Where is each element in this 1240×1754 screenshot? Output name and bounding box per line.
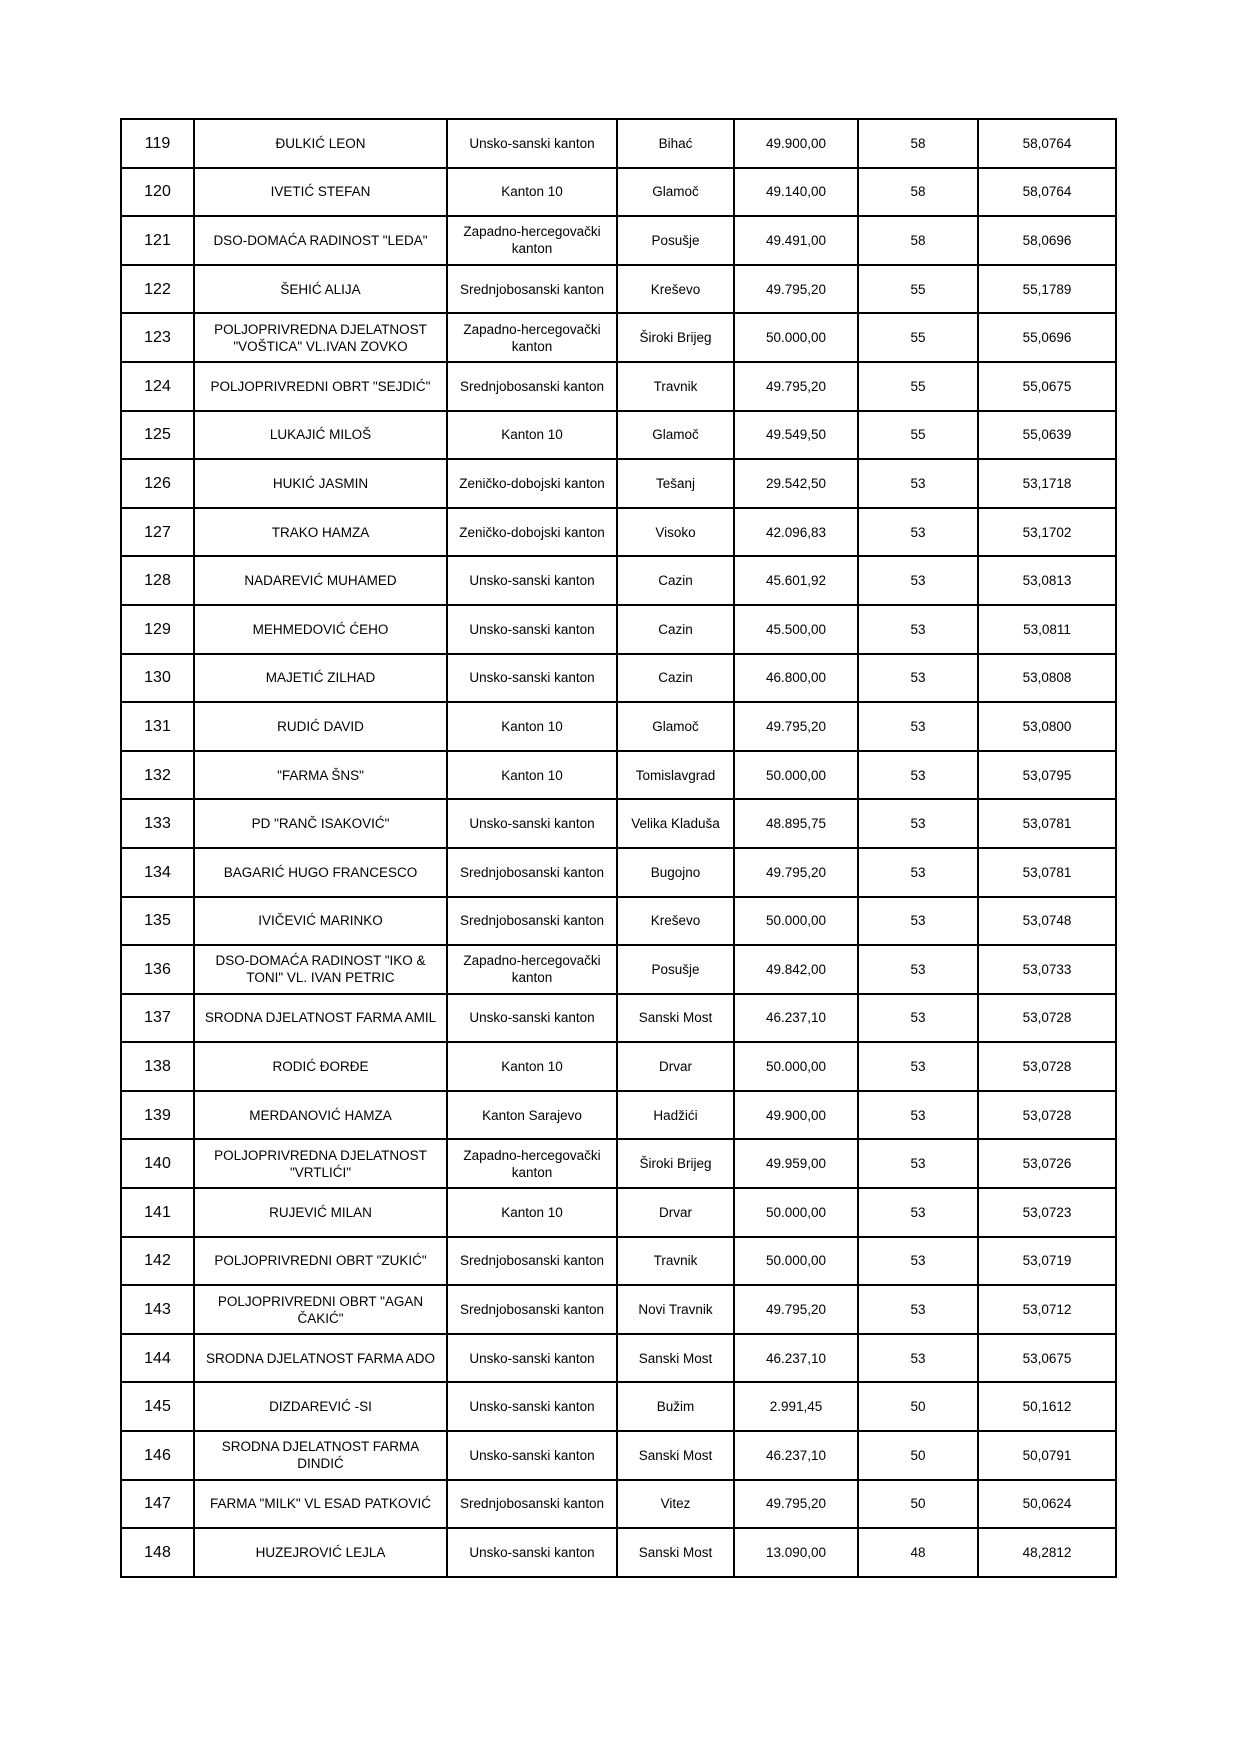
canton-cell: Zeničko-dobojski kanton (447, 459, 617, 508)
total-score-cell: 53,0723 (978, 1188, 1116, 1237)
municipality-cell: Cazin (617, 605, 734, 654)
row-number-cell: 147 (121, 1480, 194, 1529)
applicant-name-cell: POLJOPRIVREDNI OBRT "SEJDIĆ" (194, 362, 447, 411)
amount-cell: 49.491,00 (734, 216, 858, 265)
applicant-name-cell: MAJETIĆ ZILHAD (194, 654, 447, 703)
canton-cell: Unsko-sanski kanton (447, 119, 617, 168)
applicant-name-cell: LUKAJIĆ MILOŠ (194, 411, 447, 460)
municipality-cell: Cazin (617, 654, 734, 703)
canton-cell: Srednjobosanski kanton (447, 1480, 617, 1529)
points-cell: 50 (858, 1480, 978, 1529)
total-score-cell: 53,0712 (978, 1285, 1116, 1334)
row-number-cell: 120 (121, 168, 194, 217)
row-number-cell: 121 (121, 216, 194, 265)
applicant-name-cell: DIZDAREVIĆ -SI (194, 1382, 447, 1431)
points-cell: 53 (858, 897, 978, 946)
applicant-name-cell: BAGARIĆ HUGO FRANCESCO (194, 848, 447, 897)
canton-cell: Srednjobosanski kanton (447, 848, 617, 897)
points-cell: 53 (858, 848, 978, 897)
canton-cell: Zapadno-hercegovački kanton (447, 945, 617, 994)
municipality-cell: Kreševo (617, 897, 734, 946)
table-row (121, 1528, 1116, 1577)
canton-cell: Zapadno-hercegovački kanton (447, 216, 617, 265)
table-row (121, 459, 1116, 508)
row-number-cell: 131 (121, 702, 194, 751)
applicant-name-cell: ŠEHIĆ ALIJA (194, 265, 447, 314)
municipality-cell: Tomislavgrad (617, 751, 734, 800)
row-number-cell: 136 (121, 945, 194, 994)
canton-cell: Kanton 10 (447, 702, 617, 751)
row-number-cell: 125 (121, 411, 194, 460)
total-score-cell: 53,0748 (978, 897, 1116, 946)
row-number-cell: 123 (121, 313, 194, 362)
canton-cell: Srednjobosanski kanton (447, 362, 617, 411)
total-score-cell: 53,0781 (978, 799, 1116, 848)
beneficiary-table (120, 118, 1117, 1578)
canton-cell: Srednjobosanski kanton (447, 897, 617, 946)
table-row (121, 654, 1116, 703)
municipality-cell: Sanski Most (617, 1431, 734, 1480)
total-score-cell: 53,0675 (978, 1334, 1116, 1383)
canton-cell: Unsko-sanski kanton (447, 556, 617, 605)
table-row (121, 119, 1116, 168)
amount-cell: 42.096,83 (734, 508, 858, 557)
table-row (121, 168, 1116, 217)
municipality-cell: Travnik (617, 1237, 734, 1286)
total-score-cell: 53,1718 (978, 459, 1116, 508)
points-cell: 53 (858, 1285, 978, 1334)
points-cell: 53 (858, 799, 978, 848)
points-cell: 53 (858, 1237, 978, 1286)
applicant-name-cell: POLJOPRIVREDNA DJELATNOST "VRTLIĆI" (194, 1139, 447, 1188)
table-row (121, 362, 1116, 411)
points-cell: 53 (858, 1091, 978, 1140)
canton-cell: Srednjobosanski kanton (447, 1285, 617, 1334)
table-row (121, 411, 1116, 460)
applicant-name-cell: TRAKO HAMZA (194, 508, 447, 557)
row-number-cell: 141 (121, 1188, 194, 1237)
row-number-cell: 124 (121, 362, 194, 411)
points-cell: 48 (858, 1528, 978, 1577)
amount-cell: 50.000,00 (734, 897, 858, 946)
municipality-cell: Sanski Most (617, 994, 734, 1043)
applicant-name-cell: RODIĆ ĐORĐE (194, 1042, 447, 1091)
canton-cell: Zapadno-hercegovački kanton (447, 313, 617, 362)
canton-cell: Unsko-sanski kanton (447, 994, 617, 1043)
points-cell: 58 (858, 119, 978, 168)
amount-cell: 49.549,50 (734, 411, 858, 460)
amount-cell: 46.237,10 (734, 1334, 858, 1383)
applicant-name-cell: SRODNA DJELATNOST FARMA AMIL (194, 994, 447, 1043)
points-cell: 53 (858, 1139, 978, 1188)
amount-cell: 46.237,10 (734, 994, 858, 1043)
total-score-cell: 53,0795 (978, 751, 1116, 800)
canton-cell: Unsko-sanski kanton (447, 1431, 617, 1480)
points-cell: 55 (858, 313, 978, 362)
canton-cell: Unsko-sanski kanton (447, 1334, 617, 1383)
applicant-name-cell: POLJOPRIVREDNI OBRT "ZUKIĆ" (194, 1237, 447, 1286)
canton-cell: Kanton 10 (447, 1188, 617, 1237)
municipality-cell: Velika Kladuša (617, 799, 734, 848)
table-row (121, 897, 1116, 946)
applicant-name-cell: HUKIĆ JASMIN (194, 459, 447, 508)
points-cell: 55 (858, 411, 978, 460)
row-number-cell: 137 (121, 994, 194, 1043)
table-row (121, 1091, 1116, 1140)
canton-cell: Kanton Sarajevo (447, 1091, 617, 1140)
points-cell: 53 (858, 654, 978, 703)
total-score-cell: 53,0800 (978, 702, 1116, 751)
row-number-cell: 130 (121, 654, 194, 703)
applicant-name-cell: NADAREVIĆ MUHAMED (194, 556, 447, 605)
canton-cell: Srednjobosanski kanton (447, 265, 617, 314)
row-number-cell: 146 (121, 1431, 194, 1480)
table-row (121, 508, 1116, 557)
total-score-cell: 50,0791 (978, 1431, 1116, 1480)
amount-cell: 49.795,20 (734, 265, 858, 314)
amount-cell: 49.795,20 (734, 1480, 858, 1529)
table-body (121, 119, 1116, 1577)
amount-cell: 48.895,75 (734, 799, 858, 848)
amount-cell: 49.900,00 (734, 1091, 858, 1140)
row-number-cell: 122 (121, 265, 194, 314)
total-score-cell: 55,0639 (978, 411, 1116, 460)
canton-cell: Unsko-sanski kanton (447, 605, 617, 654)
amount-cell: 49.795,20 (734, 848, 858, 897)
total-score-cell: 53,0726 (978, 1139, 1116, 1188)
table-row (121, 702, 1116, 751)
total-score-cell: 58,0764 (978, 119, 1116, 168)
municipality-cell: Hadžići (617, 1091, 734, 1140)
municipality-cell: Vitez (617, 1480, 734, 1529)
municipality-cell: Drvar (617, 1188, 734, 1237)
municipality-cell: Široki Brijeg (617, 313, 734, 362)
municipality-cell: Bihać (617, 119, 734, 168)
total-score-cell: 50,1612 (978, 1382, 1116, 1431)
total-score-cell: 55,1789 (978, 265, 1116, 314)
points-cell: 50 (858, 1431, 978, 1480)
points-cell: 53 (858, 702, 978, 751)
amount-cell: 45.500,00 (734, 605, 858, 654)
canton-cell: Srednjobosanski kanton (447, 1237, 617, 1286)
row-number-cell: 138 (121, 1042, 194, 1091)
canton-cell: Zeničko-dobojski kanton (447, 508, 617, 557)
row-number-cell: 126 (121, 459, 194, 508)
amount-cell: 49.900,00 (734, 119, 858, 168)
applicant-name-cell: IVIČEVIĆ MARINKO (194, 897, 447, 946)
table-row (121, 945, 1116, 994)
amount-cell: 2.991,45 (734, 1382, 858, 1431)
row-number-cell: 134 (121, 848, 194, 897)
row-number-cell: 140 (121, 1139, 194, 1188)
row-number-cell: 135 (121, 897, 194, 946)
points-cell: 53 (858, 1334, 978, 1383)
municipality-cell: Posušje (617, 216, 734, 265)
canton-cell: Kanton 10 (447, 1042, 617, 1091)
points-cell: 58 (858, 168, 978, 217)
amount-cell: 50.000,00 (734, 313, 858, 362)
total-score-cell: 53,0813 (978, 556, 1116, 605)
table-row (121, 216, 1116, 265)
amount-cell: 50.000,00 (734, 1188, 858, 1237)
table-row (121, 848, 1116, 897)
amount-cell: 49.959,00 (734, 1139, 858, 1188)
total-score-cell: 53,0719 (978, 1237, 1116, 1286)
municipality-cell: Novi Travnik (617, 1285, 734, 1334)
table-row (121, 799, 1116, 848)
municipality-cell: Glamoč (617, 702, 734, 751)
amount-cell: 50.000,00 (734, 751, 858, 800)
table-row (121, 1237, 1116, 1286)
canton-cell: Kanton 10 (447, 751, 617, 800)
municipality-cell: Bugojno (617, 848, 734, 897)
row-number-cell: 132 (121, 751, 194, 800)
applicant-name-cell: IVETIĆ STEFAN (194, 168, 447, 217)
canton-cell: Kanton 10 (447, 168, 617, 217)
total-score-cell: 53,1702 (978, 508, 1116, 557)
points-cell: 53 (858, 605, 978, 654)
points-cell: 53 (858, 994, 978, 1043)
table-row (121, 605, 1116, 654)
table-row (121, 994, 1116, 1043)
applicant-name-cell: DSO-DOMAĆA RADINOST "IKO & TONI" VL. IVAN PETRIC (194, 945, 447, 994)
table-row (121, 265, 1116, 314)
points-cell: 53 (858, 945, 978, 994)
table-row (121, 1139, 1116, 1188)
total-score-cell: 58,0696 (978, 216, 1116, 265)
table-row (121, 313, 1116, 362)
canton-cell: Unsko-sanski kanton (447, 654, 617, 703)
applicant-name-cell: RUJEVIĆ MILAN (194, 1188, 447, 1237)
applicant-name-cell: POLJOPRIVREDNI OBRT "AGAN ČAKIĆ" (194, 1285, 447, 1334)
total-score-cell: 55,0675 (978, 362, 1116, 411)
row-number-cell: 129 (121, 605, 194, 654)
municipality-cell: Glamoč (617, 411, 734, 460)
applicant-name-cell: ĐULKIĆ LEON (194, 119, 447, 168)
municipality-cell: Sanski Most (617, 1334, 734, 1383)
amount-cell: 46.237,10 (734, 1431, 858, 1480)
row-number-cell: 127 (121, 508, 194, 557)
row-number-cell: 119 (121, 119, 194, 168)
points-cell: 53 (858, 1188, 978, 1237)
municipality-cell: Posušje (617, 945, 734, 994)
amount-cell: 49.795,20 (734, 702, 858, 751)
table-row (121, 751, 1116, 800)
municipality-cell: Široki Brijeg (617, 1139, 734, 1188)
points-cell: 55 (858, 362, 978, 411)
canton-cell: Zapadno-hercegovački kanton (447, 1139, 617, 1188)
amount-cell: 49.795,20 (734, 362, 858, 411)
applicant-name-cell: POLJOPRIVREDNA DJELATNOST "VOŠTICA" VL.IVAN ZOVKO (194, 313, 447, 362)
row-number-cell: 133 (121, 799, 194, 848)
canton-cell: Unsko-sanski kanton (447, 1382, 617, 1431)
row-number-cell: 142 (121, 1237, 194, 1286)
applicant-name-cell: MEHMEDOVIĆ ĆEHO (194, 605, 447, 654)
applicant-name-cell: FARMA "MILK" VL ESAD PATKOVIĆ (194, 1480, 447, 1529)
total-score-cell: 53,0728 (978, 1042, 1116, 1091)
applicant-name-cell: SRODNA DJELATNOST FARMA ADO (194, 1334, 447, 1383)
points-cell: 53 (858, 556, 978, 605)
total-score-cell: 58,0764 (978, 168, 1116, 217)
amount-cell: 50.000,00 (734, 1237, 858, 1286)
applicant-name-cell: "FARMA ŠNS" (194, 751, 447, 800)
amount-cell: 45.601,92 (734, 556, 858, 605)
total-score-cell: 53,0808 (978, 654, 1116, 703)
municipality-cell: Drvar (617, 1042, 734, 1091)
row-number-cell: 148 (121, 1528, 194, 1577)
table-row (121, 1431, 1116, 1480)
total-score-cell: 53,0781 (978, 848, 1116, 897)
row-number-cell: 139 (121, 1091, 194, 1140)
municipality-cell: Glamoč (617, 168, 734, 217)
municipality-cell: Visoko (617, 508, 734, 557)
applicant-name-cell: DSO-DOMAĆA RADINOST "LEDA" (194, 216, 447, 265)
municipality-cell: Tešanj (617, 459, 734, 508)
canton-cell: Kanton 10 (447, 411, 617, 460)
canton-cell: Unsko-sanski kanton (447, 799, 617, 848)
applicant-name-cell: PD "RANČ ISAKOVIĆ" (194, 799, 447, 848)
table-row (121, 1382, 1116, 1431)
municipality-cell: Bužim (617, 1382, 734, 1431)
total-score-cell: 48,2812 (978, 1528, 1116, 1577)
amount-cell: 49.140,00 (734, 168, 858, 217)
row-number-cell: 128 (121, 556, 194, 605)
municipality-cell: Kreševo (617, 265, 734, 314)
amount-cell: 49.795,20 (734, 1285, 858, 1334)
row-number-cell: 144 (121, 1334, 194, 1383)
total-score-cell: 53,0728 (978, 1091, 1116, 1140)
canton-cell: Unsko-sanski kanton (447, 1528, 617, 1577)
points-cell: 53 (858, 1042, 978, 1091)
row-number-cell: 143 (121, 1285, 194, 1334)
total-score-cell: 53,0733 (978, 945, 1116, 994)
amount-cell: 13.090,00 (734, 1528, 858, 1577)
points-cell: 58 (858, 216, 978, 265)
total-score-cell: 50,0624 (978, 1480, 1116, 1529)
municipality-cell: Cazin (617, 556, 734, 605)
applicant-name-cell: MERDANOVIĆ HAMZA (194, 1091, 447, 1140)
table-row (121, 1042, 1116, 1091)
total-score-cell: 55,0696 (978, 313, 1116, 362)
municipality-cell: Sanski Most (617, 1528, 734, 1577)
applicant-name-cell: SRODNA DJELATNOST FARMA DINDIĆ (194, 1431, 447, 1480)
total-score-cell: 53,0728 (978, 994, 1116, 1043)
amount-cell: 46.800,00 (734, 654, 858, 703)
points-cell: 50 (858, 1382, 978, 1431)
row-number-cell: 145 (121, 1382, 194, 1431)
table-row (121, 556, 1116, 605)
amount-cell: 29.542,50 (734, 459, 858, 508)
applicant-name-cell: HUZEJROVIĆ LEJLA (194, 1528, 447, 1577)
points-cell: 53 (858, 508, 978, 557)
applicant-name-cell: RUDIĆ DAVID (194, 702, 447, 751)
points-cell: 53 (858, 459, 978, 508)
total-score-cell: 53,0811 (978, 605, 1116, 654)
amount-cell: 50.000,00 (734, 1042, 858, 1091)
points-cell: 53 (858, 751, 978, 800)
municipality-cell: Travnik (617, 362, 734, 411)
points-cell: 55 (858, 265, 978, 314)
table-row (121, 1480, 1116, 1529)
table-row (121, 1334, 1116, 1383)
table-row (121, 1285, 1116, 1334)
table-row (121, 1188, 1116, 1237)
amount-cell: 49.842,00 (734, 945, 858, 994)
